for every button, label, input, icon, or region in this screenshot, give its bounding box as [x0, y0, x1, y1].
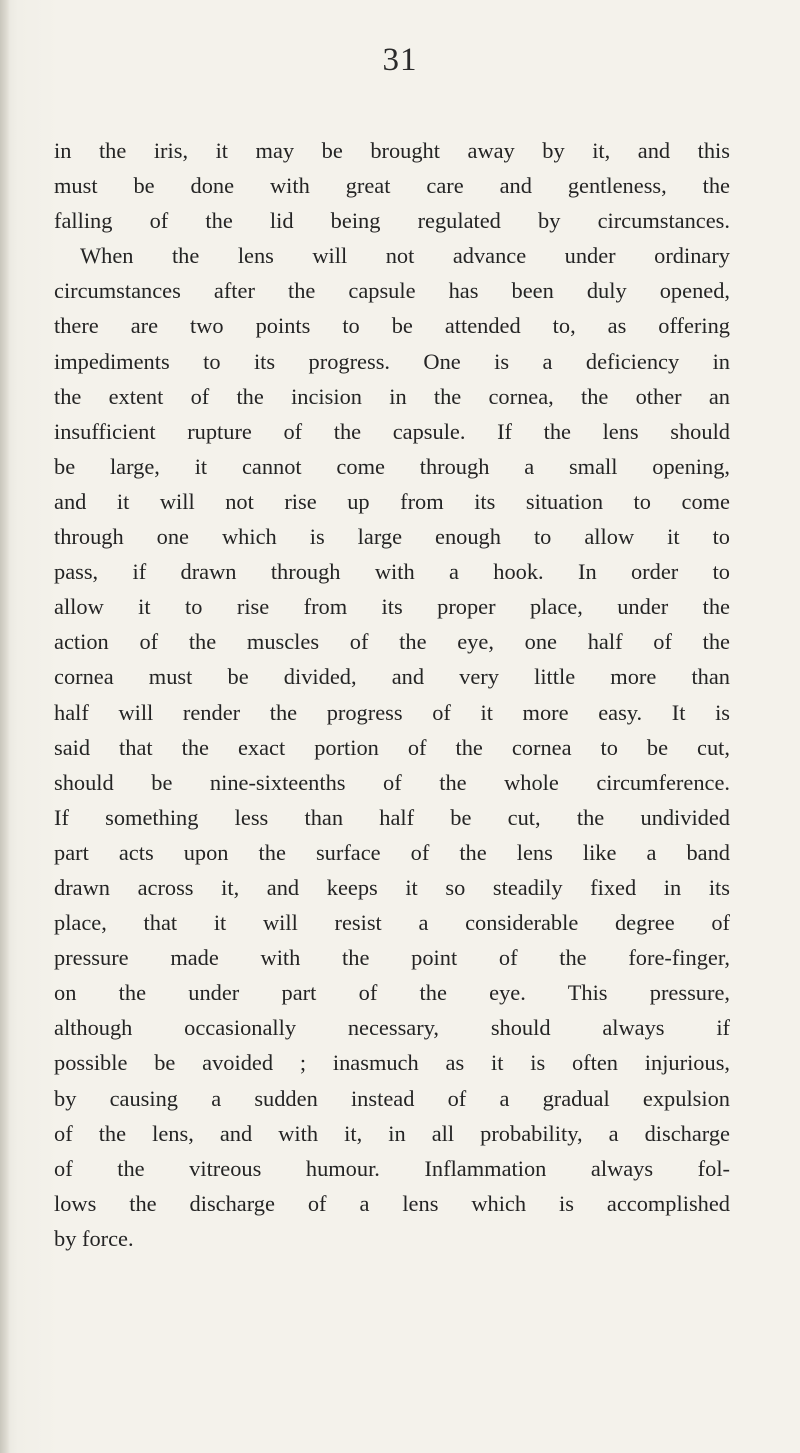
text-line: When the lens will not advance under ordinary [80, 243, 730, 269]
text-line: allow it to rise from its proper place, under the [54, 594, 730, 620]
text-line: lows the discharge of a lens which is accomplished [54, 1190, 730, 1216]
text-line: in the iris, it may be brought away by it, and this [54, 138, 730, 163]
text-line: of the lens, and with it, in all probability, a discharge [54, 1120, 730, 1146]
page-number: 31 [382, 42, 418, 78]
text-line: should be nine-sixteenths of the whole circumference. [54, 769, 730, 795]
text-line: circumstances after the capsule has been duly opened, [54, 278, 730, 304]
text-line: of the vitreous humour. Inflammation always fol- [54, 1155, 730, 1181]
text-line: cornea must be divided, and very little more than [54, 664, 730, 690]
text-line: and it will not rise up from its situation to come [54, 488, 730, 514]
text-line: If something less than half be cut, the undivided [54, 804, 730, 830]
text-line: although occasionally necessary, should always if [54, 1015, 730, 1041]
text-line: by force. [54, 1225, 134, 1251]
text-line: be large, it cannot come through a small opening, [54, 453, 730, 479]
text-line: there are two points to be attended to, as offering [54, 313, 730, 339]
text-line: half will render the progress of it more easy. It is [54, 699, 730, 725]
text-line: said that the exact portion of the cornea to be cut, [54, 734, 730, 760]
text-line: possible be avoided ; inasmuch as it is often injurious, [54, 1050, 730, 1076]
text-line: through one which is large enough to allow it to [54, 524, 730, 550]
text-line: insufficient rupture of the capsule. If the lens should [54, 418, 730, 444]
text-line: action of the muscles of the eye, one half of the [54, 629, 730, 655]
text-line: by causing a sudden instead of a gradual expulsion [54, 1085, 730, 1111]
body-text [54, 133, 730, 1256]
text-line: pass, if drawn through with a hook. In order to [54, 559, 730, 585]
text-line: impediments to its progress. One is a deficiency in [54, 348, 730, 374]
text-line: place, that it will resist a considerable degree of [54, 910, 730, 936]
text-line: pressure made with the point of the fore-finger, [54, 945, 730, 971]
text-line: the extent of the incision in the cornea, the other an [54, 383, 730, 409]
text-line: falling of the lid being regulated by circumstances. [54, 208, 730, 234]
binding-edge [0, 0, 10, 1453]
text-line: part acts upon the surface of the lens like a band [54, 839, 730, 865]
text-line: must be done with great care and gentleness, the [54, 173, 730, 199]
text-line: drawn across it, and keeps it so steadily fixed in its [54, 874, 730, 900]
text-line: on the under part of the eye. This pressure, [54, 980, 730, 1006]
